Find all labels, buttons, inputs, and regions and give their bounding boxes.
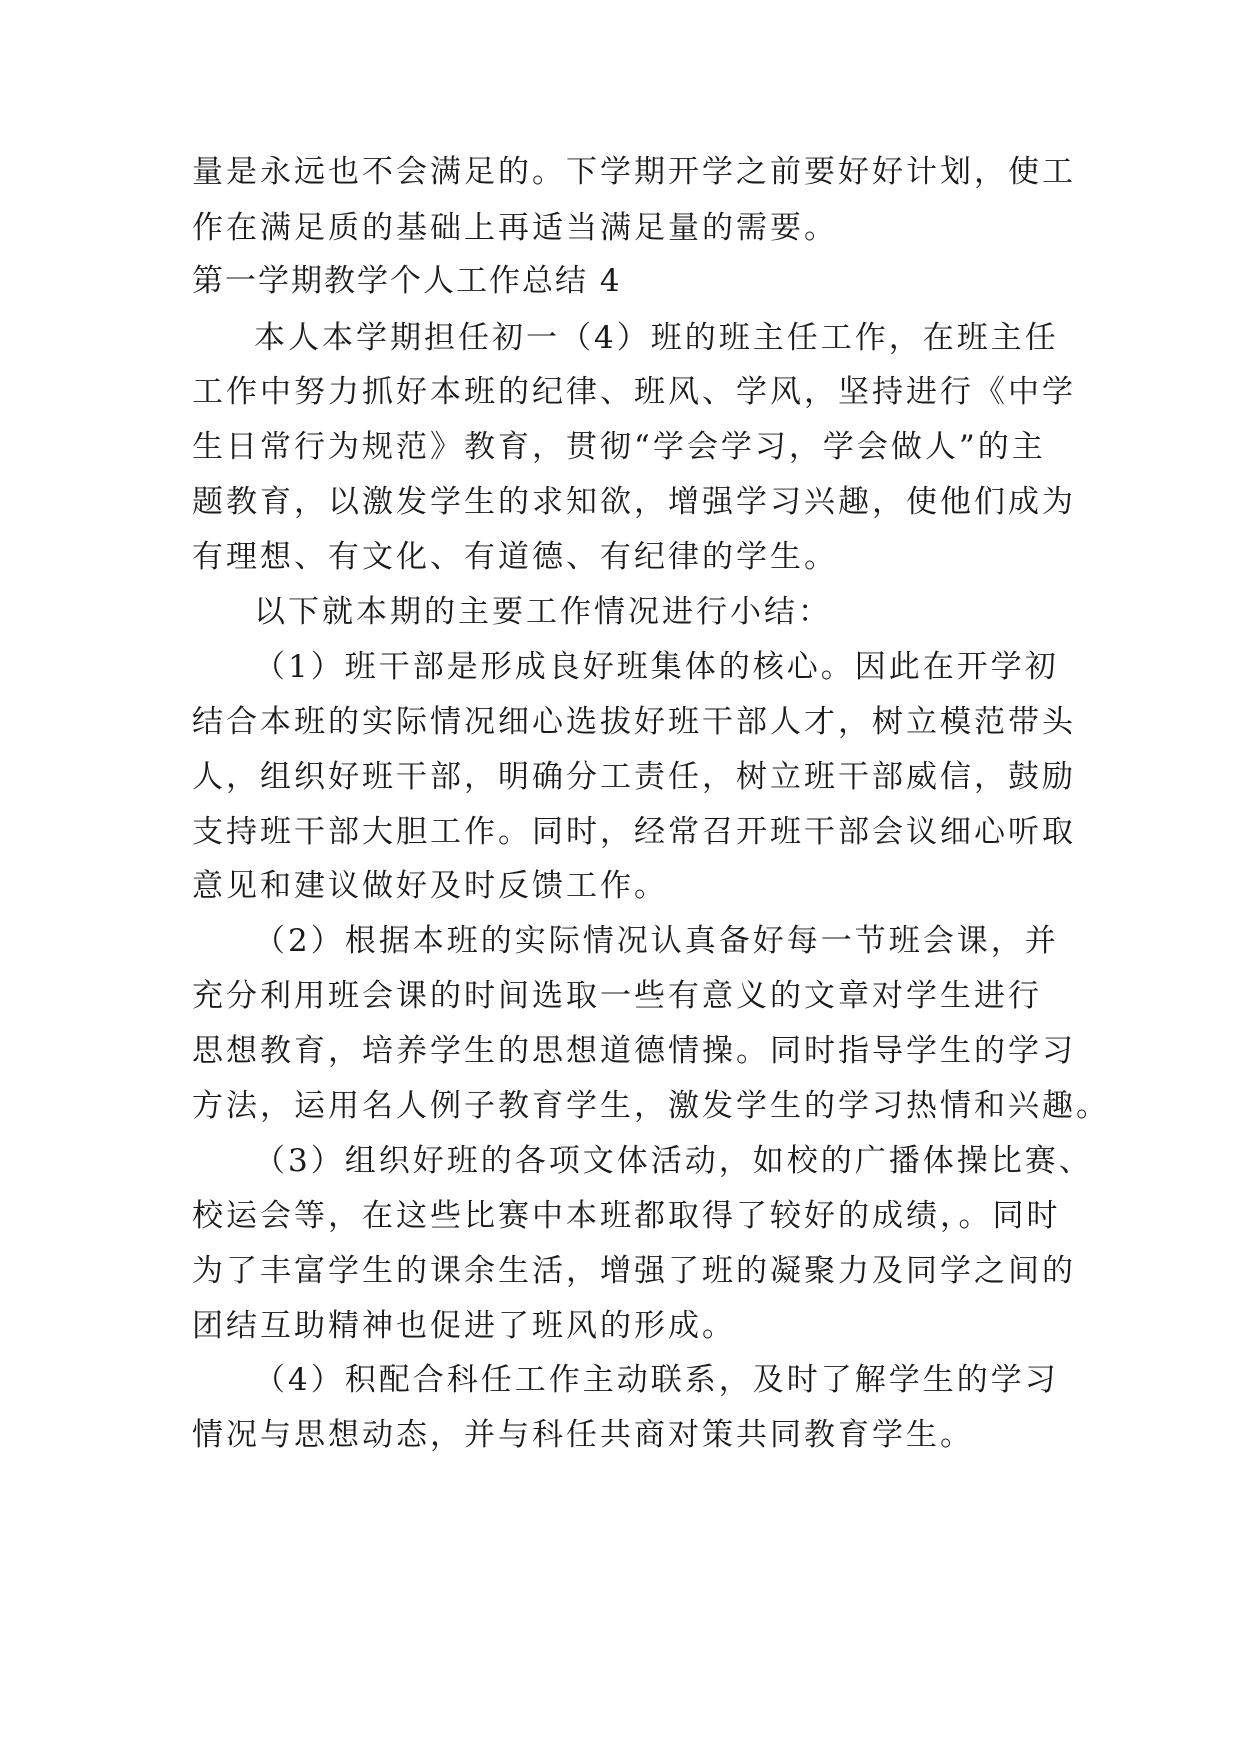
paragraph-line: （3）组织好班的各项文体活动，如校的广播体操比赛、 [254, 1143, 1093, 1179]
paragraph-line: 生日常行为规范》教育，贯彻“学会学习，学会做人”的主 [192, 429, 1046, 465]
paragraph-line: 为了丰富学生的课余生活，增强了班的凝聚力及同学之间的 [192, 1253, 1076, 1289]
paragraph-line: 校运会等，在这些比赛中本班都取得了较好的成绩，。同时 [192, 1198, 1061, 1234]
paragraph-line: 充分利用班会课的时间选取一些有意义的文章对学生进行 [192, 978, 1042, 1014]
paragraph-line: （4）积配合科任工作主动联系，及时了解学生的学习 [254, 1362, 1059, 1398]
paragraph-line: （2）根据本班的实际情况认真备好每一节班会课，并 [254, 923, 1059, 959]
paragraph-line: 结合本班的实际情况细心选拔好班干部人才，树立模范带头 [192, 704, 1076, 740]
paragraph-line: 方法，运用名人例子教育学生，激发学生的学习热情和兴趣。 [192, 1088, 1110, 1124]
paragraph-line: 情况与思想动态，并与科任共商对策共同教育学生。 [192, 1417, 974, 1453]
paragraph-line: 本人本学期担任初一（4）班的班主任工作，在班主任 [254, 320, 1059, 356]
paragraph-line: 人，组织好班干部，明确分工责任，树立班干部威信，鼓励 [192, 759, 1076, 795]
paragraph-line: 支持班干部大胆工作。同时，经常召开班干部会议细心听取 [192, 814, 1076, 850]
text-line: 量是永远也不会满足的。下学期开学之前要好好计划，使工 [192, 154, 1076, 190]
paragraph-line: 工作中努力抓好本班的纪律、班风、学风，坚持进行《中学 [192, 374, 1076, 410]
paragraph-line: （1）班干部是形成良好班集体的核心。因此在开学初 [254, 649, 1059, 685]
paragraph-line: 以下就本期的主要工作情况进行小结： [254, 594, 832, 630]
paragraph-line: 意见和建议做好及时反馈工作。 [192, 868, 668, 904]
paragraph-line: 题教育，以激发学生的求知欲，增强学习兴趣，使他们成为 [192, 484, 1076, 520]
paragraph-line: 有理想、有文化、有道德、有纪律的学生。 [192, 539, 838, 575]
text-line: 作在满足质的基础上再适当满足量的需要。 [192, 210, 838, 246]
paragraph-line: 团结互助精神也促进了班风的形成。 [192, 1308, 736, 1344]
paragraph-line: 思想教育，培养学生的思想道德情操。同时指导学生的学习 [192, 1033, 1076, 1069]
section-heading: 第一学期教学个人工作总结 4 [192, 263, 622, 299]
